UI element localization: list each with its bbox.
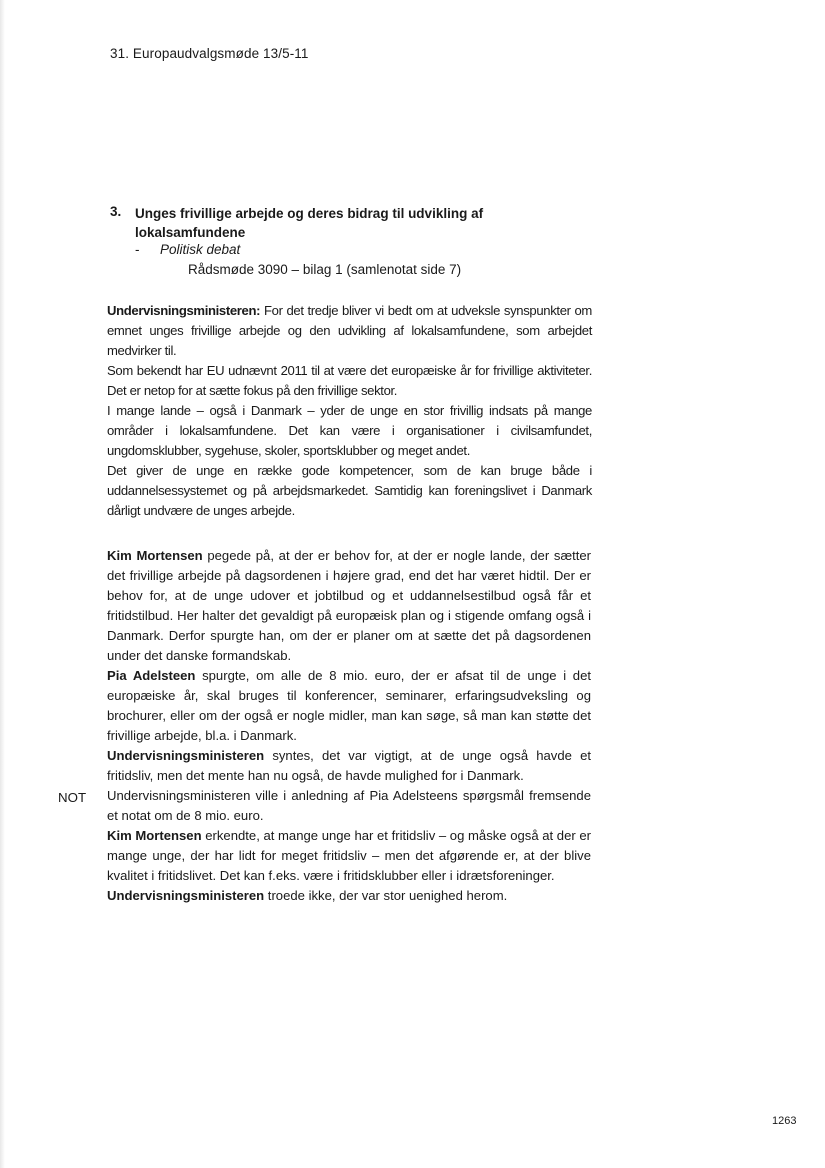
paragraph-text: For det tredje bliver vi bedt om at udveksle synspunkter om emnet unges frivillige arbejde og den udvikling af lokalsamfundene, som arbejdet medvirker til. xyxy=(107,303,592,358)
paragraph-text: erkendte, at mange unge har et fritidsliv – og måske også at der er mange unge, der har lidt for meget fritidsliv – men det afgørende er, at der blive kvalitet i fritidslivet. Det kan f.eks. være i fritidsklubber eller i idrætsforeninger. xyxy=(107,828,592,883)
paragraph xyxy=(107,746,591,786)
agenda-title: Unges frivillige arbejde og deres bidrag til udvikling af lokalsamfundene xyxy=(135,206,484,240)
paragraph-text: spurgte, om alle de 8 mio. euro, der er afsat til de unge i det europæiske år, skal bruges til konferencer, seminarer, erfaringsudveksling og brochurer, eller om der også er nogle midler, man kan søge, så man kan støtte det frivillige arbejde, bl.a. i Danmark. xyxy=(107,668,591,743)
speaker-name: Pia Adelsteen xyxy=(107,668,196,683)
paragraph: Det giver de unge en række gode kompetencer, som de kan bruge både i uddannelsessystemet og på arbejdsmarkedet. Samtidig kan foreningslivet i Danmark dårligt undvære de unges arbejde. xyxy=(107,463,592,518)
paragraph-text: troede ikke, der var stor uenighed herom. xyxy=(264,888,508,903)
debate-section xyxy=(107,546,591,906)
paragraph: I mange lande – også i Danmark – yder de unge en stor frivillig indsats på mange områder i lokalsamfundene. Det kan være i organisationer i civilsamfundet, ungdomsklubber, sygehuse, skoler, sportsklubber og meget andet. xyxy=(107,403,592,458)
speaker-name: Undervisningsministeren xyxy=(107,748,265,763)
margin-note: NOT xyxy=(58,790,87,805)
agenda-dash: - xyxy=(135,242,140,257)
paragraph: Som bekendt har EU udnævnt 2011 til at være det europæiske år for frivillige aktiviteter. Det er netop for at sætte fokus på den frivillige sektor. xyxy=(107,363,592,398)
minister-statement-section xyxy=(107,301,592,521)
scan-edge xyxy=(0,0,5,1168)
meeting-header: 31. Europaudvalgsmøde 13/5-11 xyxy=(110,46,309,61)
paragraph xyxy=(107,886,591,906)
paragraph: Undervisningsministeren ville i anledning af Pia Adelsteens spørgsmål fremsende et notat om de 8 mio. euro. xyxy=(107,788,591,823)
speaker-name: Kim Mortensen xyxy=(107,828,202,843)
agenda-subtitle: Politisk debat xyxy=(160,242,241,257)
agenda-number: 3. xyxy=(110,204,122,219)
agenda-reference: Rådsmøde 3090 – bilag 1 (samlenotat side 7) xyxy=(188,262,462,277)
paragraph xyxy=(107,666,591,746)
speaker-name: Kim Mortensen xyxy=(107,548,203,563)
paragraph-text: pegede på, at der er behov for, at der er nogle lande, der sætter det frivillige arbejde på dagsordenen i højere grad, end det har været hidtil. Der er behov for, at de unge udover et jobtilbud og et uddannelsestilbud også får et fritidstilbud. Her halter det gevaldigt på europæisk plan og i stigende omfang også i Danmark. Derfor spurgte han, om der er planer om at sætte det på dagsordenen under det danske formandskab. xyxy=(107,548,592,663)
paragraph xyxy=(107,546,591,666)
paragraph xyxy=(107,826,591,886)
paragraph xyxy=(107,301,592,361)
speaker-name: Undervisningsministeren xyxy=(107,888,265,903)
page-number: 1263 xyxy=(772,1115,797,1127)
speaker-name: Undervisningsministeren: xyxy=(107,303,261,318)
paragraph-text: syntes, det var vigtigt, at de unge også havde et fritidsliv, men det mente han nu også, de havde mulighed for i Danmark. xyxy=(107,748,591,783)
